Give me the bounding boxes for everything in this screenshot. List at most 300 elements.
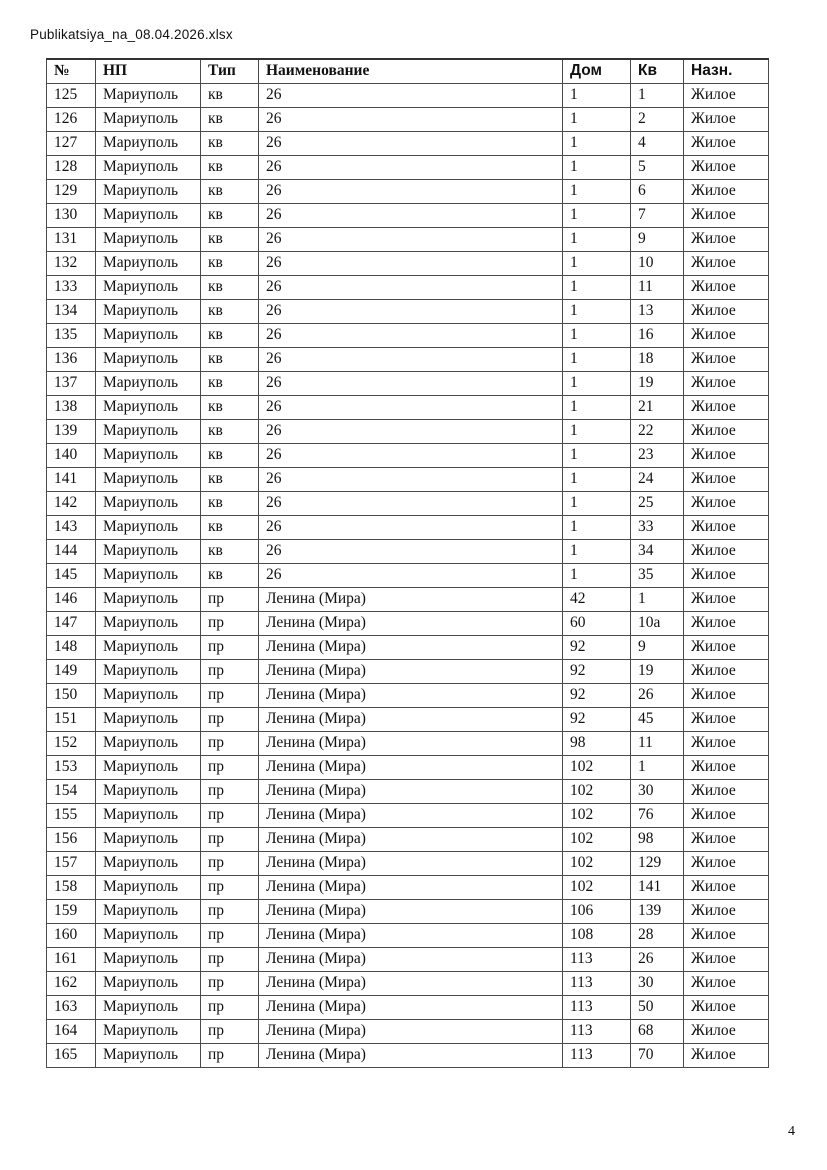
table-cell: Мариуполь [96,947,201,971]
table-cell: Жилое [684,371,769,395]
table-cell: 1 [563,419,631,443]
table-cell: 26 [259,203,563,227]
table-cell: 26 [259,251,563,275]
table-cell: Ленина (Мира) [259,827,563,851]
table-row [47,227,769,251]
table-cell: пр [201,1019,259,1043]
table-cell: Мариуполь [96,1043,201,1067]
table-row [47,539,769,563]
table-cell: 26 [259,155,563,179]
table-cell: 161 [47,947,96,971]
table-cell: Мариуполь [96,755,201,779]
table-cell: Мариуполь [96,515,201,539]
table-row [47,203,769,227]
table-cell: 19 [631,371,684,395]
table-cell: 1 [563,275,631,299]
table-row [47,995,769,1019]
table-cell: 1 [563,155,631,179]
table-cell: 13 [631,299,684,323]
table-cell: пр [201,899,259,923]
table-cell: пр [201,1043,259,1067]
table-cell: 92 [563,683,631,707]
table-cell: 131 [47,227,96,251]
table-cell: Ленина (Мира) [259,1019,563,1043]
table-cell: Мариуполь [96,587,201,611]
table-cell: Жилое [684,107,769,131]
table-row [47,803,769,827]
table-cell: 1 [563,203,631,227]
table-cell: кв [201,539,259,563]
table-row [47,731,769,755]
table-cell: Мариуполь [96,1019,201,1043]
table-cell: кв [201,347,259,371]
table-cell: 134 [47,299,96,323]
table-cell: пр [201,779,259,803]
table-cell: Жилое [684,587,769,611]
table-cell: 5 [631,155,684,179]
table-row [47,275,769,299]
table-cell: 30 [631,779,684,803]
table-cell: 11 [631,275,684,299]
table-cell: кв [201,371,259,395]
table-cell: Жилое [684,491,769,515]
table-cell: Ленина (Мира) [259,947,563,971]
table-row [47,779,769,803]
table-cell: Жилое [684,707,769,731]
table-cell: Ленина (Мира) [259,995,563,1019]
table-cell: кв [201,131,259,155]
table-cell: Мариуполь [96,107,201,131]
table-row [47,563,769,587]
table-row [47,971,769,995]
table-cell: Ленина (Мира) [259,635,563,659]
table-cell: Мариуполь [96,827,201,851]
column-header-apartment: Кв [631,59,684,83]
table-cell: 16 [631,323,684,347]
table-cell: 26 [259,227,563,251]
table-cell: 102 [563,875,631,899]
table-cell: 1 [631,755,684,779]
table-cell: 1 [563,227,631,251]
page-number: 4 [788,1124,795,1139]
table-cell: 1 [563,251,631,275]
table-cell: 45 [631,707,684,731]
table-cell: 10 [631,251,684,275]
table-cell: 156 [47,827,96,851]
table-cell: 26 [259,131,563,155]
table-row [47,443,769,467]
table-cell: Жилое [684,803,769,827]
table-cell: Жилое [684,827,769,851]
table-cell: Жилое [684,131,769,155]
table-cell: 151 [47,707,96,731]
table-cell: Мариуполь [96,275,201,299]
table-cell: 92 [563,707,631,731]
table-cell: пр [201,803,259,827]
table-cell: Мариуполь [96,635,201,659]
table-cell: Жилое [684,1019,769,1043]
table-cell: 1 [563,395,631,419]
table-cell: 102 [563,755,631,779]
table-cell: пр [201,635,259,659]
table-cell: 149 [47,659,96,683]
table-cell: Ленина (Мира) [259,683,563,707]
table-row [47,1043,769,1067]
table-cell: Жилое [684,731,769,755]
table-cell: Ленина (Мира) [259,659,563,683]
table-cell: 98 [563,731,631,755]
table-cell: 50 [631,995,684,1019]
table-cell: 1 [563,515,631,539]
table-row [47,851,769,875]
table-cell: 162 [47,971,96,995]
table-cell: 113 [563,1019,631,1043]
table-row [47,635,769,659]
table-cell: Жилое [684,515,769,539]
table-cell: 25 [631,491,684,515]
table-cell: 26 [259,107,563,131]
table-cell: 106 [563,899,631,923]
column-header-designation: Назн. [684,59,769,83]
table-cell: 35 [631,563,684,587]
table-cell: Ленина (Мира) [259,803,563,827]
table-cell: кв [201,323,259,347]
table-cell: 141 [47,467,96,491]
table-cell: 26 [259,563,563,587]
table-row [47,395,769,419]
table-cell: пр [201,707,259,731]
column-header-house: Дом [563,59,631,83]
table-cell: Жилое [684,899,769,923]
table-cell: 1 [563,491,631,515]
table-row [47,683,769,707]
table-cell: 1 [563,299,631,323]
table-cell: 102 [563,851,631,875]
table-cell: 28 [631,923,684,947]
table-cell: Жилое [684,1043,769,1067]
table-cell: 42 [563,587,631,611]
table-cell: Мариуполь [96,443,201,467]
table-cell: 152 [47,731,96,755]
table-cell: 2 [631,107,684,131]
table-cell: 153 [47,755,96,779]
table-cell: Мариуполь [96,707,201,731]
table-cell: 133 [47,275,96,299]
table-cell: 139 [47,419,96,443]
table-row [47,587,769,611]
table-cell: 26 [259,395,563,419]
table-row [47,515,769,539]
column-header-name: Наименование [259,59,563,83]
table-cell: 102 [563,803,631,827]
table-row [47,467,769,491]
table-cell: 163 [47,995,96,1019]
table-cell: 26 [259,275,563,299]
table-row [47,131,769,155]
table-cell: 102 [563,827,631,851]
table-row [47,899,769,923]
table-cell: Мариуполь [96,371,201,395]
table-cell: 7 [631,203,684,227]
table-cell: 126 [47,107,96,131]
table-cell: 26 [259,347,563,371]
table-cell: 132 [47,251,96,275]
table-row [47,179,769,203]
table-cell: Жилое [684,227,769,251]
table-row [47,755,769,779]
table-cell: 26 [259,443,563,467]
table-row [47,371,769,395]
table-cell: кв [201,395,259,419]
table-cell: Мариуполь [96,995,201,1019]
table-cell: 70 [631,1043,684,1067]
table-cell: пр [201,827,259,851]
table-cell: Ленина (Мира) [259,731,563,755]
table-cell: Жилое [684,251,769,275]
table-cell: 127 [47,131,96,155]
table-cell: 160 [47,923,96,947]
table-cell: Жилое [684,467,769,491]
table-cell: Ленина (Мира) [259,779,563,803]
table-cell: Мариуполь [96,563,201,587]
table-cell: 102 [563,779,631,803]
table-cell: кв [201,491,259,515]
table-cell: пр [201,875,259,899]
table-cell: Мариуполь [96,779,201,803]
table-cell: 26 [259,179,563,203]
table-cell: 146 [47,587,96,611]
table-row [47,107,769,131]
table-cell: Ленина (Мира) [259,707,563,731]
table-row [47,611,769,635]
table-cell: 164 [47,1019,96,1043]
table-row [47,155,769,179]
table-cell: 165 [47,1043,96,1067]
table-cell: пр [201,923,259,947]
table-cell: 141 [631,875,684,899]
table-cell: 11 [631,731,684,755]
table-row [47,251,769,275]
table-cell: пр [201,851,259,875]
table-cell: 68 [631,1019,684,1043]
table-cell: 1 [563,467,631,491]
table-cell: 113 [563,1043,631,1067]
table-cell: 158 [47,875,96,899]
table-cell: 24 [631,467,684,491]
table-cell: Мариуполь [96,971,201,995]
table-cell: 1 [563,131,631,155]
table-row [47,419,769,443]
table-cell: кв [201,227,259,251]
table-cell: 147 [47,611,96,635]
table-cell: 148 [47,635,96,659]
table-cell: 157 [47,851,96,875]
table-cell: 145 [47,563,96,587]
table-cell: 9 [631,227,684,251]
table-cell: 113 [563,947,631,971]
column-header-number: № [47,59,96,83]
table-header [47,59,769,83]
table-cell: 154 [47,779,96,803]
table-cell: 144 [47,539,96,563]
table-cell: 137 [47,371,96,395]
table-cell: Мариуполь [96,731,201,755]
table-cell: пр [201,971,259,995]
table-cell: 135 [47,323,96,347]
table-cell: Жилое [684,563,769,587]
table-cell: 140 [47,443,96,467]
column-header-type: Тип [201,59,259,83]
table-cell: Жилое [684,995,769,1019]
table-cell: 1 [563,443,631,467]
table-row [47,491,769,515]
table-cell: 150 [47,683,96,707]
table-cell: 129 [631,851,684,875]
table-cell: Жилое [684,299,769,323]
table-cell: 19 [631,659,684,683]
table-cell: 1 [563,83,631,107]
table-cell: Ленина (Мира) [259,1043,563,1067]
table-cell: Мариуполь [96,923,201,947]
table-cell: 138 [47,395,96,419]
document-title: Publikatsiya_na_08.04.2026.xlsx [30,27,233,42]
table-cell: 125 [47,83,96,107]
table-cell: 92 [563,659,631,683]
table-cell: кв [201,107,259,131]
table-cell: Мариуполь [96,323,201,347]
table-cell: пр [201,947,259,971]
table-cell: Жилое [684,347,769,371]
table-cell: 1 [563,323,631,347]
table-cell: Мариуполь [96,611,201,635]
table-cell: 76 [631,803,684,827]
table-cell: 1 [563,179,631,203]
table-row [47,659,769,683]
table-cell: 26 [259,323,563,347]
table-cell: 159 [47,899,96,923]
table-cell: Жилое [684,683,769,707]
table-cell: Жилое [684,443,769,467]
table-cell: кв [201,203,259,227]
table-cell: Мариуполь [96,491,201,515]
table-cell: пр [201,659,259,683]
table-cell: Ленина (Мира) [259,923,563,947]
table-cell: Жилое [684,779,769,803]
table-cell: Мариуполь [96,803,201,827]
table-row [47,299,769,323]
table-cell: Мариуполь [96,899,201,923]
table-cell: пр [201,995,259,1019]
table-cell: 26 [259,467,563,491]
table-cell: 26 [259,491,563,515]
table-cell: 129 [47,179,96,203]
table-cell: Мариуполь [96,83,201,107]
table-cell: 1 [631,587,684,611]
table-cell: 136 [47,347,96,371]
table-cell: пр [201,587,259,611]
table-cell: кв [201,299,259,323]
table-cell: Жилое [684,539,769,563]
table-cell: Жилое [684,419,769,443]
table-row [47,347,769,371]
table-cell: пр [201,731,259,755]
table-cell: кв [201,83,259,107]
table-cell: Жилое [684,659,769,683]
table-cell: 22 [631,419,684,443]
table-cell: кв [201,515,259,539]
table-cell: Мариуполь [96,875,201,899]
table-cell: 34 [631,539,684,563]
table-cell: 21 [631,395,684,419]
table-cell: 130 [47,203,96,227]
table-cell: Жилое [684,635,769,659]
table-cell: Жилое [684,971,769,995]
table-cell: 113 [563,971,631,995]
table-cell: 33 [631,515,684,539]
table-cell: Жилое [684,755,769,779]
table-cell: 128 [47,155,96,179]
table-row [47,875,769,899]
table-cell: 30 [631,971,684,995]
table-cell: Мариуполь [96,683,201,707]
address-table [46,58,769,1068]
table-cell: 98 [631,827,684,851]
table-row [47,923,769,947]
table-cell: кв [201,275,259,299]
table-cell: Жилое [684,203,769,227]
table-cell: Жилое [684,275,769,299]
table-cell: кв [201,419,259,443]
table-cell: 1 [563,371,631,395]
table-cell: Жилое [684,851,769,875]
table-cell: 108 [563,923,631,947]
table-cell: Ленина (Мира) [259,875,563,899]
table-cell: пр [201,611,259,635]
table-cell: 155 [47,803,96,827]
table-row [47,827,769,851]
table-cell: Мариуполь [96,299,201,323]
table-row [47,83,769,107]
table-cell: 23 [631,443,684,467]
table-cell: Ленина (Мира) [259,611,563,635]
table-cell: Жилое [684,179,769,203]
table-cell: 92 [563,635,631,659]
table-cell: 4 [631,131,684,155]
table-cell: 6 [631,179,684,203]
table-cell: кв [201,467,259,491]
table-cell: Мариуполь [96,155,201,179]
table-row [47,707,769,731]
table-cell: Жилое [684,947,769,971]
header-row [47,59,769,83]
table-cell: Мариуполь [96,347,201,371]
table-cell: 113 [563,995,631,1019]
table-cell: 26 [259,515,563,539]
table-cell: Жилое [684,83,769,107]
table-cell: Мариуполь [96,659,201,683]
table-cell: Ленина (Мира) [259,971,563,995]
table-cell: 18 [631,347,684,371]
table-body [47,83,769,1067]
table-row [47,947,769,971]
table-cell: пр [201,683,259,707]
table-cell: 26 [259,371,563,395]
table-cell: кв [201,443,259,467]
table-cell: 1 [563,107,631,131]
column-header-np: НП [96,59,201,83]
table-cell: Мариуполь [96,395,201,419]
table-row [47,1019,769,1043]
